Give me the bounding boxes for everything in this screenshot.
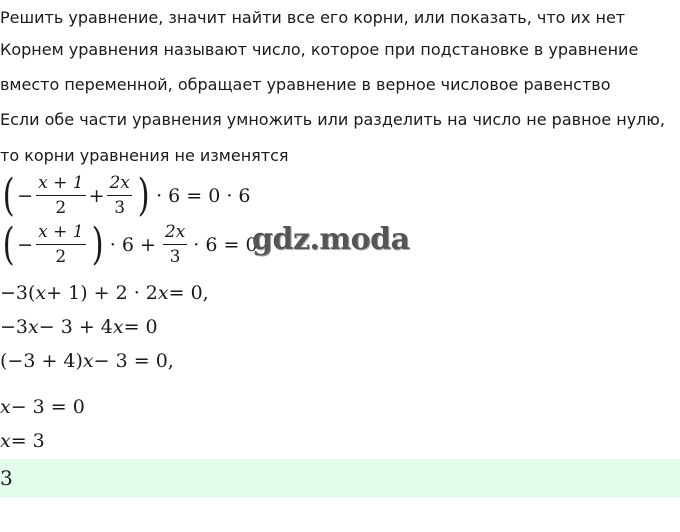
- equation-tail: · 6 = 0: [193, 233, 258, 256]
- left-paren: (: [2, 169, 15, 221]
- text-line-5: то корни уравнения не изменятся: [0, 146, 289, 165]
- right-paren: ): [91, 218, 104, 270]
- watermark-logo: gdz.moda: [252, 222, 410, 257]
- text-line-2: Корнем уравнения называют число, которое при подстановке в уравнение: [0, 40, 639, 59]
- equation-tail: · 6 = 0 · 6: [156, 184, 251, 207]
- plus-sign: +: [88, 184, 105, 207]
- fraction: $\frac{2x}{3}$: [164, 222, 186, 267]
- equation-5: (−3 + 4) x − 3 = 0,: [0, 350, 174, 372]
- text-line-3: вместо переменной, обращает уравнение в верное числовое равенство: [0, 75, 611, 94]
- equation-4: −3 x − 3 + 4 x = 0: [0, 316, 158, 338]
- equation-1: [0, 169, 251, 221]
- answer-box: [0, 459, 680, 497]
- equation-3: −3( x + 1) + 2 · 2 x = 0,: [0, 282, 209, 304]
- left-paren: (: [2, 218, 15, 270]
- equation-2: [0, 218, 258, 270]
- text-line-1: Решить уравнение, значит найти все его корни, или показать, что их нет: [0, 8, 626, 27]
- equation-6: x − 3 = 0: [0, 396, 85, 418]
- answer-value: 3: [0, 466, 13, 490]
- minus-sign: −: [17, 233, 34, 256]
- fraction: $\frac{x + 1}{2}$: [38, 173, 84, 218]
- right-paren: ): [137, 169, 150, 221]
- text-line-4: Если обе части уравнения умножить или разделить на число не равное нулю,: [0, 110, 665, 129]
- equation-7: x = 3: [0, 430, 45, 452]
- equation-mid: · 6 +: [109, 233, 156, 256]
- minus-sign: −: [17, 184, 34, 207]
- fraction: $\frac{2x}{3}$: [109, 173, 130, 218]
- fraction: $\frac{x + 1}{2}$: [38, 222, 84, 267]
